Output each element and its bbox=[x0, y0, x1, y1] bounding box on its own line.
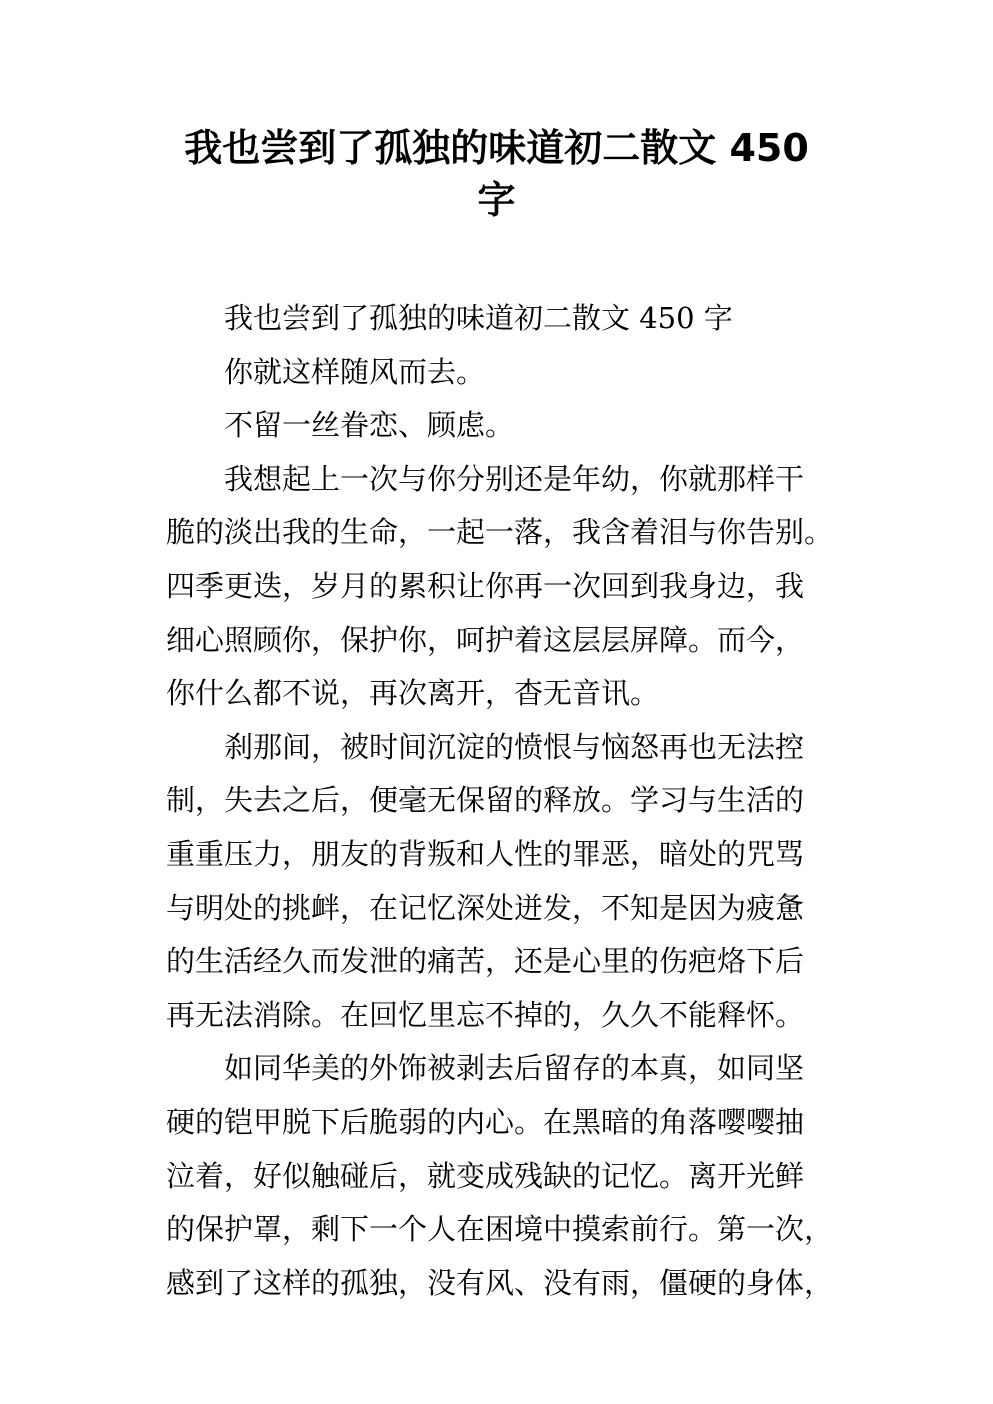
paragraph-line: 细心照顾你，保护你，呵护着这层层屏障。而今， bbox=[166, 622, 805, 657]
paragraph-line: 不留一丝眷恋、顾虑。 bbox=[224, 408, 515, 443]
paragraph-line: 制，失去之后，便毫无保留的释放。学习与生活的 bbox=[166, 783, 805, 818]
paragraph bbox=[166, 453, 838, 721]
title-line: 字 bbox=[477, 178, 516, 222]
paragraph-line: 硬的铠甲脱下后脆弱的内心。在黑暗的角落嘤嘤抽 bbox=[166, 1104, 805, 1139]
paragraph-line: 与明处的挑衅，在记忆深处迸发，不知是因为疲惫 bbox=[166, 890, 805, 925]
paragraph-line: 脆的淡出我的生命，一起一落，我含着泪与你告别。 bbox=[166, 515, 834, 550]
paragraph-line: 重重压力，朋友的背叛和人性的罪恶，暗处的咒骂 bbox=[166, 836, 805, 871]
paragraph bbox=[166, 346, 838, 400]
paragraph-line: 感到了这样的孤独，没有风、没有雨，僵硬的身体， bbox=[166, 1265, 834, 1300]
paragraph bbox=[166, 1042, 838, 1310]
document-title bbox=[120, 122, 873, 226]
paragraph-line: 再无法消除。在回忆里忘不掉的，久久不能释怀。 bbox=[166, 997, 805, 1032]
document-body bbox=[166, 292, 838, 1310]
paragraph-line: 四季更迭，岁月的累积让你再一次回到我身边，我 bbox=[166, 568, 805, 603]
paragraph bbox=[166, 292, 838, 346]
paragraph-line: 你什么都不说，再次离开，杳无音讯。 bbox=[166, 676, 660, 711]
title-line: 我也尝到了孤独的味道初二散文 450 bbox=[184, 126, 809, 170]
paragraph bbox=[166, 721, 838, 1043]
paragraph-line: 的生活经久而发泄的痛苦，还是心里的伤疤烙下后 bbox=[166, 944, 805, 979]
paragraph-line: 的保护罩，剩下一个人在困境中摸索前行。第一次， bbox=[166, 1212, 834, 1247]
paragraph bbox=[166, 399, 838, 453]
paragraph-line: 我也尝到了孤独的味道初二散文 450 字 bbox=[224, 301, 733, 335]
paragraph-line: 刹那间，被时间沉淀的愤恨与恼怒再也无法控 bbox=[224, 729, 805, 764]
paragraph-line: 泣着，好似触碰后，就变成残缺的记忆。离开光鲜 bbox=[166, 1158, 805, 1193]
paragraph-line: 我想起上一次与你分别还是年幼，你就那样干 bbox=[224, 461, 805, 496]
paragraph-line: 你就这样随风而去。 bbox=[224, 354, 486, 389]
paragraph-line: 如同华美的外饰被剥去后留存的本真，如同坚 bbox=[224, 1051, 805, 1086]
